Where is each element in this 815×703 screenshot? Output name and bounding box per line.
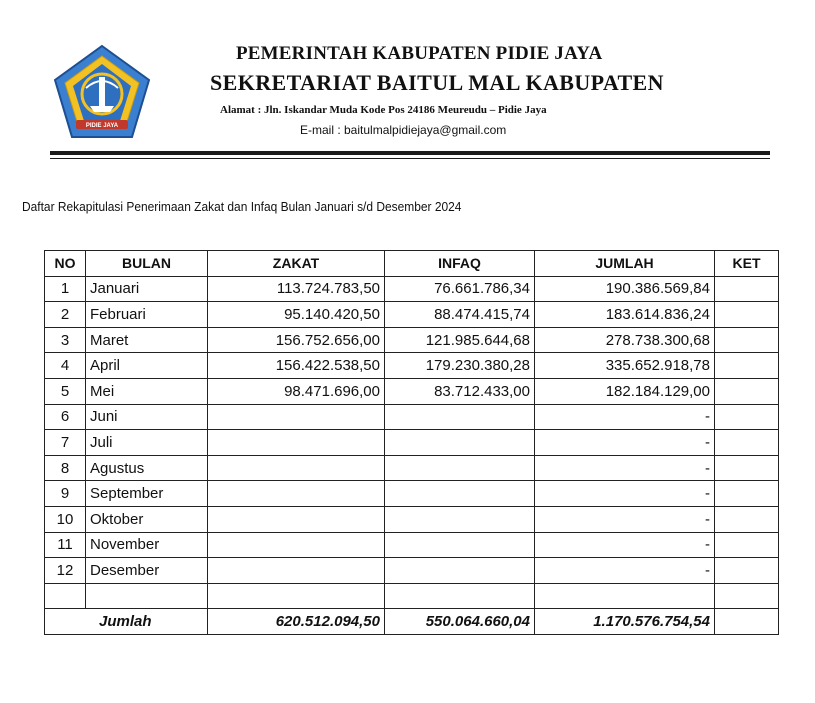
recap-table: [44, 250, 779, 635]
cell-ket: [715, 430, 779, 456]
cell-ket: [715, 327, 779, 353]
cell-no: 12: [45, 558, 86, 584]
cell-zakat: 156.752.656,00: [208, 327, 385, 353]
letterhead-office-title: SEKRETARIAT BAITUL MAL KABUPATEN: [210, 70, 664, 95]
cell-zakat: 98.471.696,00: [208, 378, 385, 404]
table-row: [45, 404, 779, 430]
cell-zakat: [208, 506, 385, 532]
cell-jumlah: 335.652.918,78: [535, 353, 715, 379]
column-header-zakat: ZAKAT: [208, 251, 385, 277]
table-row: [45, 558, 779, 584]
cell-bulan: Desember: [86, 558, 208, 584]
pidie-jaya-emblem-icon: [52, 44, 152, 140]
table-row: [45, 378, 779, 404]
cell-zakat: [208, 430, 385, 456]
cell-infaq: [385, 506, 535, 532]
column-header-ket: KET: [715, 251, 779, 277]
column-header-infaq: INFAQ: [385, 251, 535, 277]
cell-bulan: Agustus: [86, 455, 208, 481]
cell-bulan: Juni: [86, 404, 208, 430]
cell-no: 11: [45, 532, 86, 558]
cell-no: 10: [45, 506, 86, 532]
cell-bulan: April: [86, 353, 208, 379]
cell-bulan: Mei: [86, 378, 208, 404]
table-row: [45, 455, 779, 481]
table-row-blank: [45, 583, 779, 609]
table-row: [45, 353, 779, 379]
column-header-bulan: BULAN: [86, 251, 208, 277]
cell-no: 1: [45, 276, 86, 302]
table-row: [45, 506, 779, 532]
cell-ket: [715, 481, 779, 507]
cell-jumlah: 278.738.300,68: [535, 327, 715, 353]
total-ket: [715, 609, 779, 635]
cell-no: 2: [45, 302, 86, 328]
table-row: [45, 276, 779, 302]
letterhead-government-title: PEMERINTAH KABUPATEN PIDIE JAYA: [236, 43, 603, 64]
cell-jumlah: -: [535, 481, 715, 507]
cell-infaq: 83.712.433,00: [385, 378, 535, 404]
cell-ket: [715, 276, 779, 302]
cell-bulan: Januari: [86, 276, 208, 302]
table-body: [45, 276, 779, 634]
total-infaq: 550.064.660,04: [385, 609, 535, 635]
total-label: Jumlah: [45, 609, 208, 635]
letterhead-divider-thick: [50, 151, 770, 155]
svg-text:PIDIE JAYA: PIDIE JAYA: [85, 123, 119, 129]
table-header-row: [45, 251, 779, 277]
cell-infaq: 88.474.415,74: [385, 302, 535, 328]
cell-bulan: November: [86, 532, 208, 558]
cell-no: 3: [45, 327, 86, 353]
total-jumlah: 1.170.576.754,54: [535, 609, 715, 635]
column-header-jumlah: JUMLAH: [535, 251, 715, 277]
cell-ket: [715, 506, 779, 532]
column-header-no: NO: [45, 251, 86, 277]
cell-ket: [715, 302, 779, 328]
cell-jumlah: -: [535, 430, 715, 456]
cell-ket: [715, 558, 779, 584]
cell-ket: [715, 455, 779, 481]
cell-zakat: [208, 558, 385, 584]
letterhead-divider-thin: [50, 158, 770, 159]
table-row-total: [45, 609, 779, 635]
table-row: [45, 430, 779, 456]
cell-zakat: [208, 532, 385, 558]
cell-infaq: [385, 558, 535, 584]
cell-no: 8: [45, 455, 86, 481]
table-row: [45, 327, 779, 353]
table-row: [45, 481, 779, 507]
table-row: [45, 532, 779, 558]
cell-bulan: September: [86, 481, 208, 507]
cell-bulan: Maret: [86, 327, 208, 353]
cell-no: 7: [45, 430, 86, 456]
cell-infaq: 76.661.786,34: [385, 276, 535, 302]
letterhead-address: Alamat : Jln. Iskandar Muda Kode Pos 24186 Meureudu – Pidie Jaya: [220, 104, 547, 116]
cell-zakat: 156.422.538,50: [208, 353, 385, 379]
cell-infaq: [385, 455, 535, 481]
cell-no: 9: [45, 481, 86, 507]
cell-zakat: 95.140.420,50: [208, 302, 385, 328]
cell-no: 6: [45, 404, 86, 430]
cell-bulan: Februari: [86, 302, 208, 328]
cell-no: 5: [45, 378, 86, 404]
cell-zakat: [208, 404, 385, 430]
cell-zakat: 113.724.783,50: [208, 276, 385, 302]
cell-bulan: Oktober: [86, 506, 208, 532]
cell-jumlah: -: [535, 404, 715, 430]
cell-jumlah: 182.184.129,00: [535, 378, 715, 404]
cell-infaq: [385, 532, 535, 558]
cell-infaq: [385, 430, 535, 456]
cell-jumlah: -: [535, 506, 715, 532]
cell-jumlah: 190.386.569,84: [535, 276, 715, 302]
cell-jumlah: -: [535, 532, 715, 558]
cell-infaq: 121.985.644,68: [385, 327, 535, 353]
total-zakat: 620.512.094,50: [208, 609, 385, 635]
cell-bulan: Juli: [86, 430, 208, 456]
letterhead: [0, 0, 815, 170]
cell-ket: [715, 404, 779, 430]
cell-ket: [715, 353, 779, 379]
letterhead-email: E-mail : baitulmalpidiejaya@gmail.com: [300, 123, 507, 137]
cell-jumlah: -: [535, 455, 715, 481]
cell-infaq: 179.230.380,28: [385, 353, 535, 379]
cell-infaq: [385, 404, 535, 430]
cell-jumlah: 183.614.836,24: [535, 302, 715, 328]
cell-no: 4: [45, 353, 86, 379]
cell-infaq: [385, 481, 535, 507]
cell-ket: [715, 532, 779, 558]
cell-zakat: [208, 481, 385, 507]
cell-jumlah: -: [535, 558, 715, 584]
table-caption: Daftar Rekapitulasi Penerimaan Zakat dan Infaq Bulan Januari s/d Desember 2024: [22, 199, 462, 214]
cell-zakat: [208, 455, 385, 481]
table-row: [45, 302, 779, 328]
cell-ket: [715, 378, 779, 404]
